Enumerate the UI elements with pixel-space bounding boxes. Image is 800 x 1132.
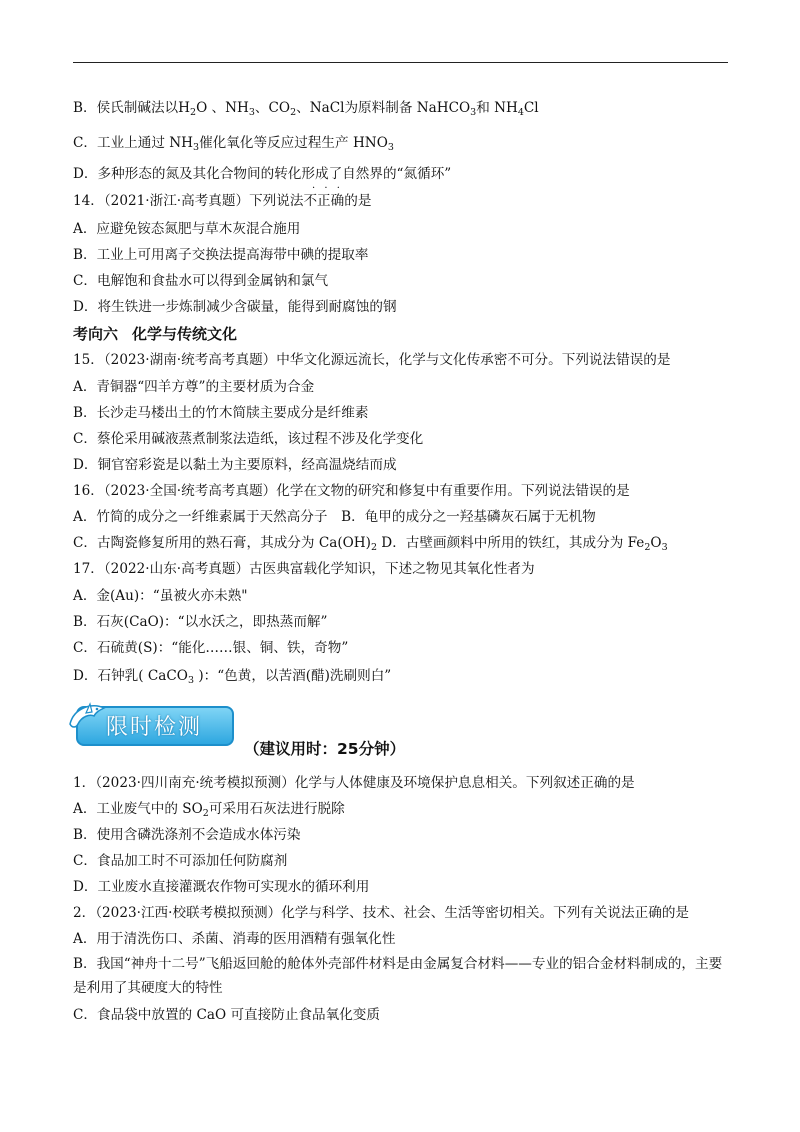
section-title: 化学与传统文化 (132, 325, 238, 343)
text-segment: A．金(Au)：“虽被火亦未熟" (73, 588, 248, 604)
subscript: 3 (387, 142, 394, 153)
text-line-a1 (73, 800, 753, 823)
text-segment: 可采用石灰法进行脱除 (208, 801, 345, 817)
text-line-a15 (73, 378, 753, 396)
emphasis-dots: · · · (312, 183, 343, 194)
text-line-cd16 (73, 534, 753, 557)
text-segment: B．石灰(CaO)：“以水沃之，即热蒸而解” (73, 614, 328, 630)
text-segment: D．石钟乳( CaCO (73, 668, 188, 684)
text-line-d14 (73, 298, 753, 316)
q2-option-b: B．我国“神舟十二号”飞船返回舱的舱体外壳部件材料是由金属复合材料——专业的铝合金材料制成的，主要是利用了其硬度大的特性 (73, 956, 723, 996)
subscript: 4 (517, 107, 524, 118)
header-rule (73, 62, 728, 63)
text-segment: 16．（2023·全国·统考高考真题）化学在文物的研究和修复中有重要作用。下列说法错误的是 (73, 483, 630, 499)
text-segment: B．长沙走马楼出土的竹木简牍主要成分是纤维素 (73, 405, 369, 421)
text-line-b14 (73, 246, 753, 264)
text-line-b13 (73, 99, 753, 122)
text-line-c14 (73, 272, 753, 290)
subscript: 3 (248, 107, 255, 118)
text-line-q15 (73, 351, 753, 369)
text-segment: )：“色黄，以苦酒(醋)洗刷则白” (194, 668, 392, 684)
text-segment: D．铜官窑彩瓷是以黏土为主要原料，经高温烧结而成 (73, 457, 397, 473)
text-segment: 1．（2023·四川南充·统考模拟预测）化学与人体健康及环境保护息息相关。下列叙述正确的是 (73, 775, 635, 791)
text-line-d15 (73, 456, 753, 474)
text-segment: A．竹简的成分之一纤维素属于天然高分子 B．龟甲的成分之一羟基磷灰石属于无机物 (73, 509, 596, 525)
text-line-a14 (73, 220, 753, 238)
subscript: 2 (190, 107, 197, 118)
text-line-c1 (73, 852, 753, 870)
text-segment: D．多种形态的氮及其化合物间的转化形成了自然界的“氮循环” (73, 166, 452, 182)
timed-test-banner (66, 698, 236, 748)
text-line-q17 (73, 560, 753, 578)
text-segment: O 、NH (196, 100, 249, 116)
text-segment: B．工业上可用离子交换法提高海带中碘的提取率 (73, 247, 369, 263)
text-line-b1 (73, 826, 753, 844)
subscript: 3 (661, 542, 668, 553)
text-segment: 、NaCl为原料制备 NaHCO (296, 100, 471, 116)
text-segment: D．将生铁进一步炼制减少含碳量，能得到耐腐蚀的钢 (73, 299, 397, 315)
text-segment: 14．（2021·浙江·高考真题）下列说法不正确的是 (73, 193, 372, 209)
text-segment: C．工业上通过 NH (73, 135, 194, 151)
subscript: 2 (370, 542, 377, 553)
subscript: 2 (202, 808, 209, 819)
text-line-q14 (73, 192, 753, 210)
text-line-c2 (73, 1006, 753, 1024)
text-line-d17 (73, 667, 753, 690)
section-label: 考向六 (73, 325, 119, 343)
subscript: 3 (470, 107, 477, 118)
subscript: 3 (187, 675, 194, 686)
text-line-b17 (73, 613, 753, 631)
subscript: 3 (193, 142, 200, 153)
text-line-q2 (73, 904, 753, 922)
text-line-d13 (73, 165, 753, 183)
text-line-a17 (73, 587, 753, 605)
text-line-c15 (73, 430, 753, 448)
text-segment: C．蔡伦采用碱液蒸煮制浆法造纸，该过程不涉及化学变化 (73, 431, 424, 447)
text-line-a2 (73, 930, 753, 948)
text-segment: B．侯氏制碱法以 (73, 100, 179, 116)
text-line-b15 (73, 404, 753, 422)
text-line-c17 (73, 639, 753, 657)
text-segment: C．石硫黄(S)：“能化……银、铜、铁，奇物” (73, 640, 349, 656)
text-segment: D．工业废水直接灌溉农作物可实现水的循环利用 (73, 879, 370, 895)
text-line-q16 (73, 482, 753, 500)
text-segment: D．古壁画颜料中所用的铁红，其成分为 Fe (376, 535, 645, 551)
text-segment: A．用于清洗伤口、杀菌、消毒的医用酒精有强氧化性 (73, 931, 396, 947)
section-heading (73, 323, 237, 344)
text-segment: 、CO (254, 100, 291, 116)
banner-title: 限时检测 (106, 715, 203, 740)
text-segment: 15．（2023·湖南·统考高考真题）中华文化源远流长，化学与文化传承密不可分。下列说法错误的是 (73, 352, 671, 368)
text-segment: C．食品袋中放置的 CaO 可直接防止食品氧化变质 (73, 1007, 380, 1023)
text-segment: A．青铜器“四羊方尊”的主要材质为合金 (73, 379, 315, 395)
text-segment: Cl (523, 100, 539, 116)
text-segment: 催化氧化等反应过程生产 HNO (199, 135, 388, 151)
text-line-c13 (73, 134, 753, 157)
dolphin-icon (66, 698, 110, 738)
text-segment: O (650, 535, 662, 551)
time-hint: （建议用时：25分钟） (244, 740, 406, 758)
text-segment: C．电解饱和食盐水可以得到金属钠和氯气 (73, 273, 329, 289)
text-segment: H (178, 100, 191, 116)
subscript: 2 (290, 107, 297, 118)
text-segment: A．应避免铵态氮肥与草木灰混合施用 (73, 221, 301, 237)
text-line-d1 (73, 878, 753, 896)
subscript: 2 (644, 542, 651, 553)
text-segment: A．工业废气中的 SO (73, 801, 203, 817)
text-segment: C．古陶瓷修复所用的熟石膏，其成分为 Ca(OH) (73, 535, 371, 551)
text-segment: 17．（2022·山东·高考真题）古医典富载化学知识，下述之物见其氧化性者为 (73, 561, 535, 577)
text-line-q1 (73, 774, 753, 792)
text-segment: C．食品加工时不可添加任何防腐剂 (73, 853, 288, 869)
text-segment: B．使用含磷洗涤剂不会造成水体污染 (73, 827, 301, 843)
text-line-ab16 (73, 508, 753, 526)
text-segment: 和 NH (476, 100, 518, 116)
text-segment: 2．（2023·江西·校联考模拟预测）化学与科学、技术、社会、生活等密切相关。下列有关说法正确的是 (73, 905, 690, 921)
